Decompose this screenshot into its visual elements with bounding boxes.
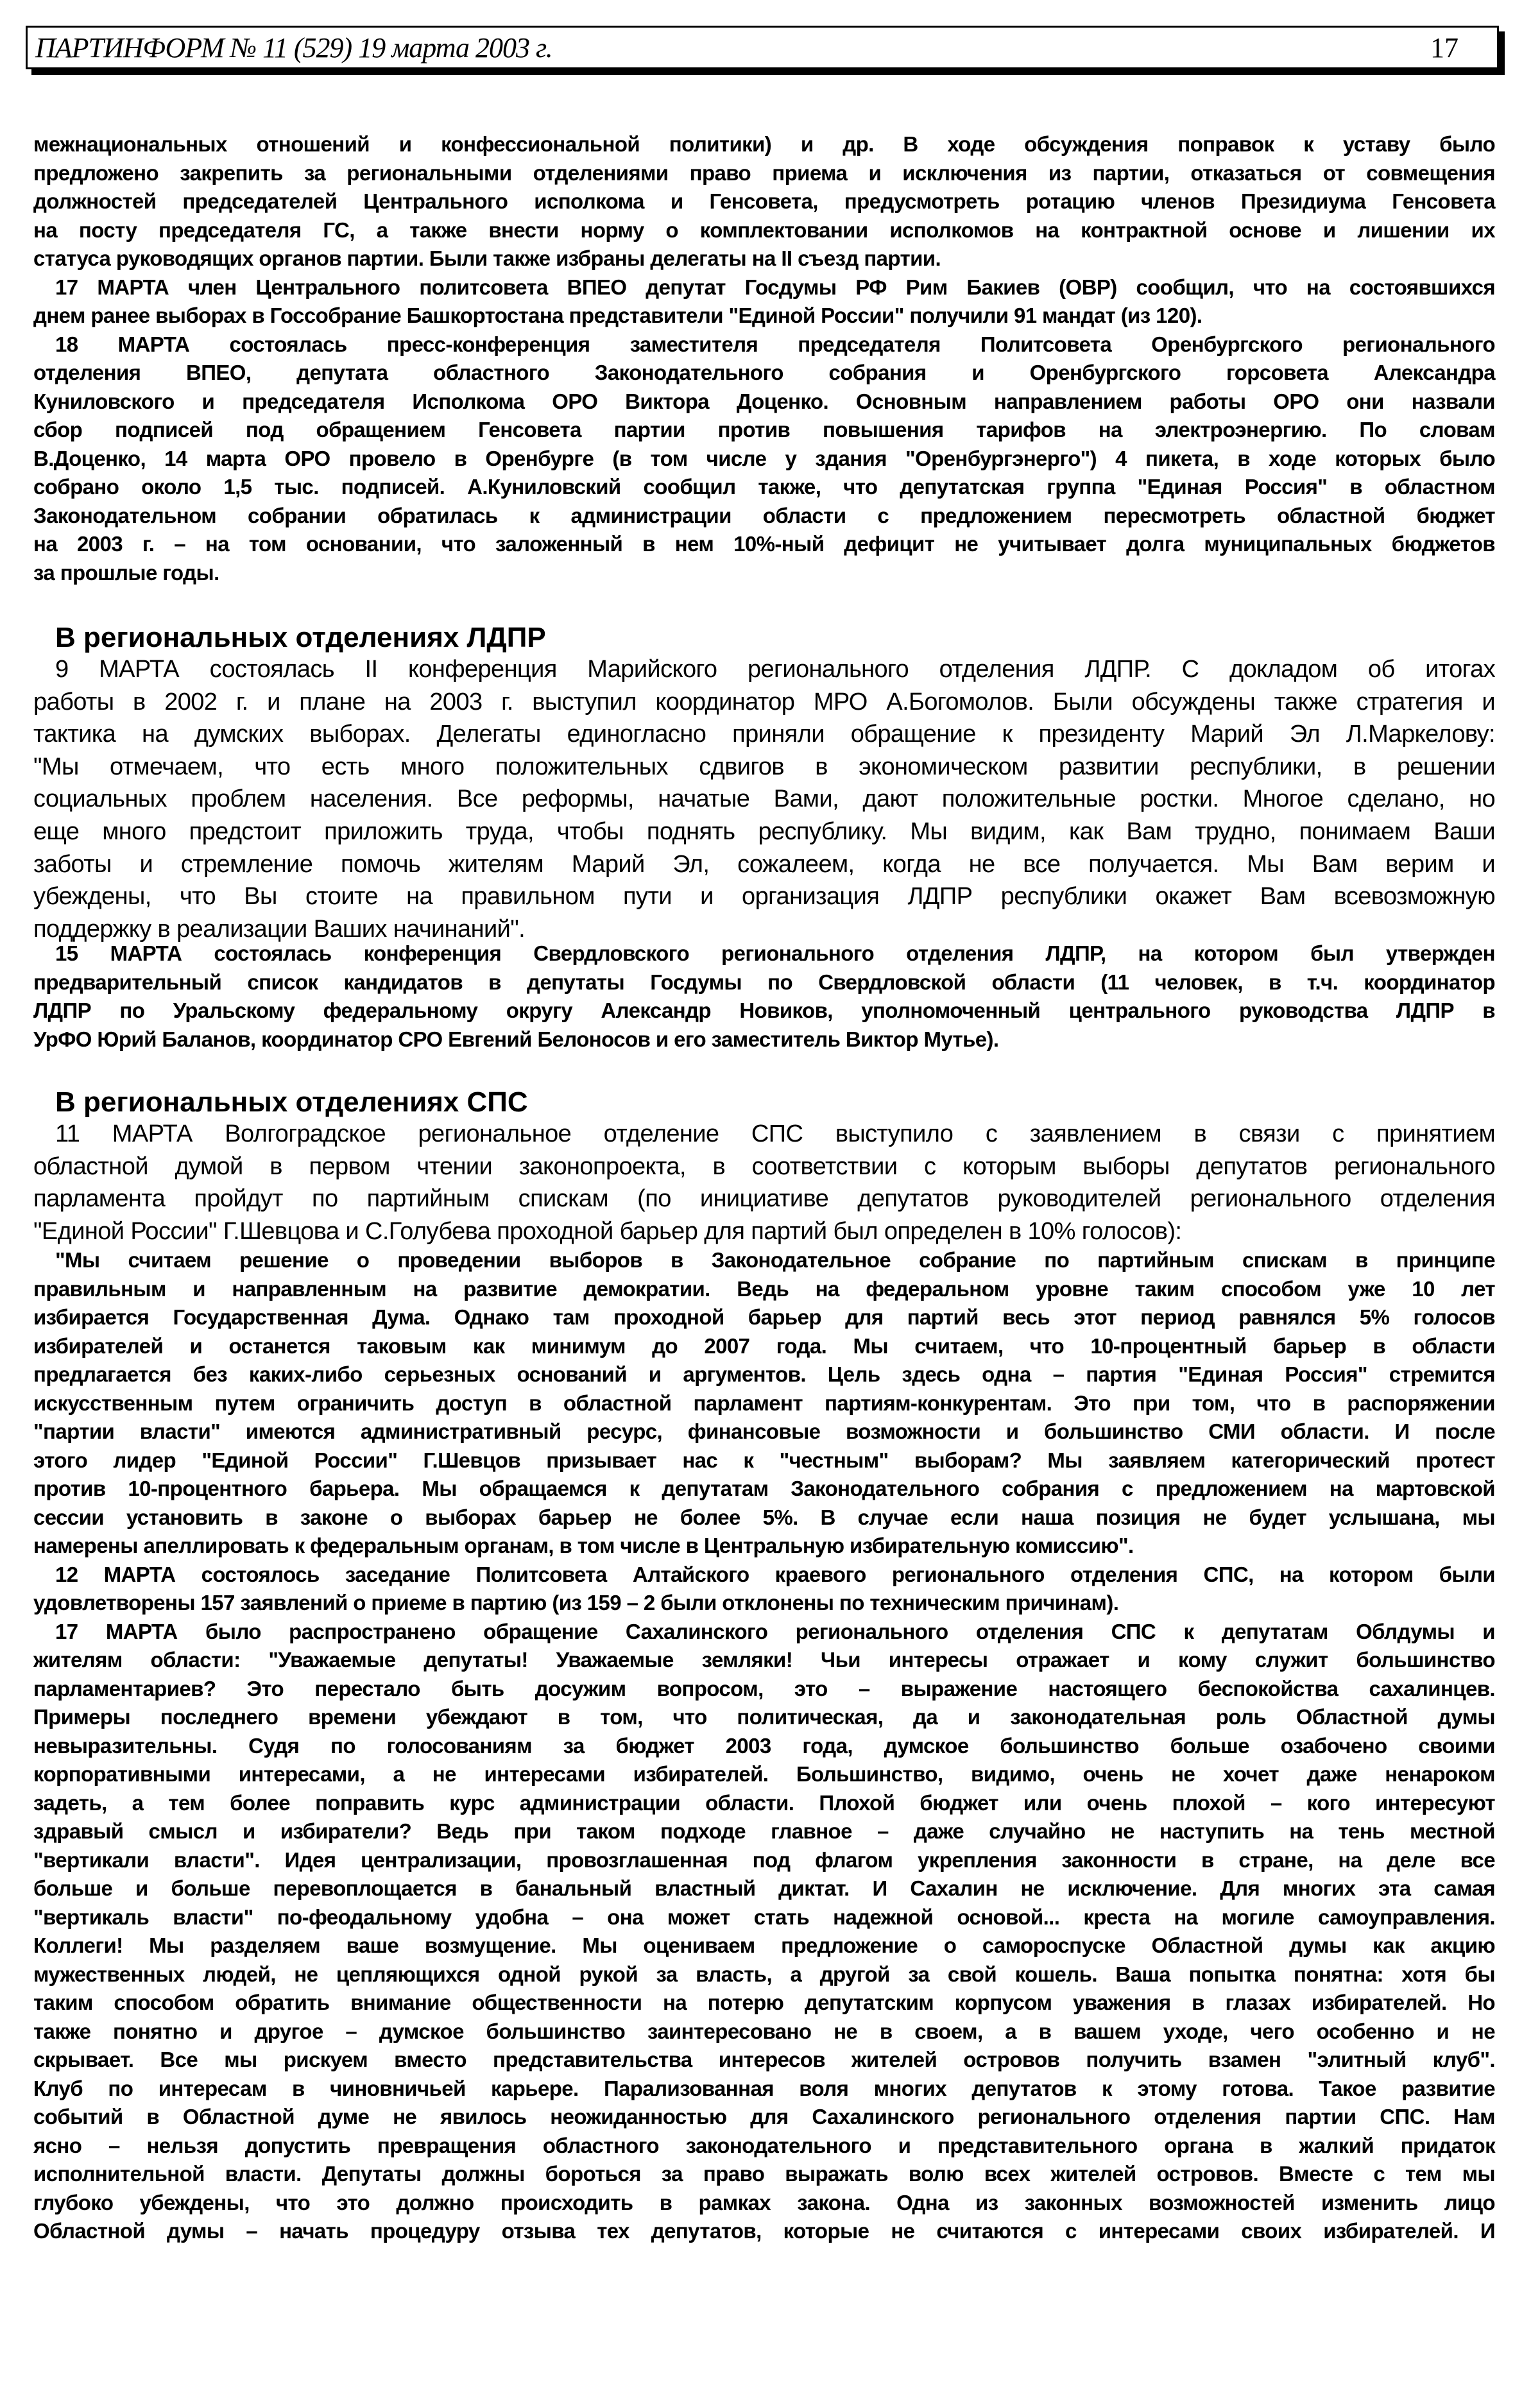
text-line: 18 МАРТА состоялась пресс-конференция заместителя председателя Политсовета Оренбургского регионального [55, 332, 1495, 356]
text-line: этого лидер "Единой России" Г.Шевцов призывает нас к "честным" выборам? Мы заявляем категорический протест [33, 1448, 1495, 1472]
publication-title: ПАРТИНФОРМ № 11 (529) 19 марта 2003 г. [35, 32, 552, 64]
text-line: здравый смысл и избиратели? Ведь при таком подходе главное – даже случайно не наступить на тень местной [33, 1819, 1495, 1843]
text-line: Коллеги! Мы разделяем ваше возмущение. Мы оцениваем предложение о самороспуске Областной думы как акцию [33, 1933, 1495, 1957]
text-line: избирателей и останется таковым как минимум до 2007 года. Мы считаем, что 10-процентный барьер в области [33, 1333, 1495, 1358]
paragraph [33, 1618, 1495, 2246]
text-line: корпоративными интересами, а не интересами избирателей. Большинство, видимо, очень не хочет даже ненароком [33, 1762, 1495, 1786]
text-line: скрывает. Все мы рискуем вместо представительства интересов жителей островов получить взамен "элитный клуб". [33, 2048, 1495, 2071]
text-line: Куниловского и председателя Исполкома ОРО Виктора Доценко. Основным направлением работы ОРО они назвали [33, 389, 1495, 413]
text-line: заботы и стремление помочь жителям Марий Эл, сожалеем, когда не все получается. Мы Вам верим и [33, 850, 1495, 878]
text-line: статуса руководящих органов партии. Были также избраны делегаты на II съезд партии. [33, 246, 941, 270]
text-line: Клуб по интересам в чиновничьей карьере. Парализованная воля многих депутатов к этому готова. Такое развитие [33, 2076, 1495, 2100]
section-heading: В региональных отделениях ЛДПР [55, 622, 546, 653]
text-line: избирается Государственная Дума. Однако там проходной барьер для партий весь этот период равнялся 5% голосов [33, 1305, 1495, 1329]
text-line: социальных проблем населения. Все реформы, начатые Вами, дают положительные ростки. Многое сделано, но [33, 785, 1495, 813]
text-line: 9 МАРТА состоялась II конференция Марийского регионального отделения ЛДПР. С докладом об итогах [55, 656, 1495, 683]
paragraph [33, 273, 1495, 330]
text-line: предлагается без каких-либо серьезных оснований и аргументов. Цель здесь одна – партия "Единая Россия" стремится [33, 1362, 1495, 1386]
paragraph [33, 1118, 1495, 1247]
text-line: глубоко убеждены, что это должно происходить в рамках закона. Одна из законных возможностей изменить лицо [33, 2190, 1495, 2215]
text-line: областной думой в первом чтении законопроекта, в соответствии с которым выборы депутатов регионального [33, 1152, 1495, 1180]
text-line: Законодательном собрании обратилась к администрации области с предложением пересмотреть областной бюджет [33, 503, 1495, 527]
text-line: исполнительной власти. Депутаты должны бороться за право выражать волю всех жителей островов. Вместе с тем мы [33, 2162, 1495, 2186]
text-line: больше и больше перевоплощается в банальный властный диктат. И Сахалин не исключение. Для многих эта самая [33, 1876, 1495, 1900]
text-line: еще много предстоит приложить труда, чтобы поднять республику. Мы видим, как Вам трудно, понимаем Ваши [33, 818, 1495, 845]
text-line: "Единой России" Г.Шевцова и С.Голубева проходной барьер для партий был определен в 10% голосов): [33, 1217, 1182, 1245]
text-line: В.Доценко, 14 марта ОРО провело в Оренбурге (в том числе у здания "Оренбургэнерго") 4 пикета, в ходе которых было [33, 446, 1495, 470]
paragraph [33, 939, 1495, 1054]
text-line: должностей председателей Центрального исполкома и Генсовета, предусмотреть ротацию членов Президиума Генсовета [33, 189, 1495, 213]
text-line: Областной думы – начать процедуру отзыва тех депутатов, которые не считаются с интересами своих избирателей. И [33, 2219, 1495, 2243]
text-line: жителям области: "Уважаемые депутаты! Уважаемые земляки! Чьи интересы отражает и кому служит большинство [33, 1648, 1495, 1672]
section-heading: В региональных отделениях СПС [55, 1086, 528, 1118]
text-line: сессии установить в законе о выборах барьер не более 5%. В случае если наша позиция не будет услышана, мы [33, 1505, 1495, 1529]
text-line: УрФО Юрий Баланов, координатор СРО Евгений Белоносов и его заместитель Виктор Мутье). [33, 1027, 999, 1051]
text-line: удовлетворены 157 заявлений о приеме в партию (из 159 – 2 были отклонены по техническим причинам). [33, 1591, 1119, 1615]
text-line: парламента пройдут по партийным спискам (по инициативе депутатов руководителей регионального отделения [33, 1185, 1495, 1213]
text-line: таким способом обратить внимание общественности на потерю депутатским корпусом уважения в глазах избирателей. Но [33, 1991, 1495, 2014]
text-line: событий в Областной думе не явилось неожиданностью для Сахалинского регионального отделения партии СПС. Нам [33, 2105, 1495, 2129]
text-block [33, 939, 1495, 1054]
text-line: задеть, а тем более поправить курс администрации области. Плохой бюджет или очень плохой – кого интересуют [33, 1790, 1495, 1815]
text-line: сбор подписей под обращением Генсовета партии против повышения тарифов на электроэнергию. По словам [33, 418, 1495, 441]
page-header [26, 26, 1499, 69]
paragraph [33, 653, 1495, 945]
text-line: парламентариев? Это перестало быть досужим вопросом, это – выражение настоящего беспокойства сахалинцев. [33, 1676, 1495, 1701]
text-line: отделения ВПЕО, депутата областного Законодательного собрания и Оренбургского горсовета Александра [33, 361, 1495, 384]
text-block [33, 130, 1495, 587]
text-line: намерены апеллировать к федеральным органам, в том числе в Центральную избирательную комиссию". [33, 1534, 1134, 1557]
text-block [33, 1118, 1495, 1247]
text-line: "Мы считаем решение о проведении выборов в Законодательное собрание по партийным спискам в принципе [55, 1248, 1495, 1272]
text-line: 17 МАРТА было распространено обращение Сахалинского регионального отделения СПС к депутатам Облдумы и [55, 1619, 1495, 1643]
text-block [33, 653, 1495, 945]
text-line: также понятно и другое – думское большинство заинтересовано не в своем, а в вашем уходе, чего особенно и не [33, 2019, 1495, 2043]
text-line: днем ранее выборах в Госсобрание Башкортостана представители "Единой России" получили 91 мандат (из 120). [33, 304, 1202, 327]
paragraph [33, 1561, 1495, 1618]
page-number: 17 [1430, 32, 1459, 64]
text-line: собрано около 1,5 тыс. подписей. А.Куниловский сообщил также, что депутатская группа "Единая Россия" в областном [33, 475, 1495, 499]
text-line: мужественных людей, не цепляющихся одной рукой за власть, а другой за свой кошель. Ваша попытка понятна: хотя бы [33, 1962, 1495, 1986]
text-line: 12 МАРТА состоялось заседание Политсовета Алтайского краевого регионального отделения СПС, на котором были [55, 1562, 1495, 1586]
text-line: убеждены, что Вы стоите на правильном пути и организация ЛДПР республики окажет Вам всевозможную [33, 883, 1495, 911]
paragraph [33, 1246, 1495, 1561]
text-line: против 10-процентного барьера. Мы обращаемся к депутатам Законодательного собрания с предложением на мартовской [33, 1477, 1495, 1500]
text-line: на посту председателя ГС, а также внести норму о комплектовании исполкомов на контрактной основе и лишении их [33, 218, 1495, 242]
text-line: искусственным путем ограничить доступ в областной парламент партиям-конкурентам. Это при том, что в распоряжении [33, 1391, 1495, 1415]
text-line: на 2003 г. – на том основании, что заложенный в нем 10%-ный дефицит не учитывает долга муниципальных бюджетов [33, 532, 1495, 556]
text-line: "вертикаль власти" по-феодальному удобна – она может стать надежной основой... креста на могиле самоуправления. [33, 1905, 1495, 1929]
text-line: предварительный список кандидатов в депутаты Госдумы по Свердловской области (11 человек, в т.ч. координатор [33, 970, 1495, 994]
text-line: "вертикали власти". Идея централизации, провозглашенная под флагом укрепления законности в стране, на деле все [33, 1847, 1495, 1872]
text-line: 17 МАРТА член Центрального политсовета ВПЕО депутат Госдумы РФ Рим Бакиев (ОВР) сообщил, что на состоявшихся [55, 275, 1495, 299]
text-line: Примеры последнего времени убеждают в том, что политическая, да и законодательная роль Областной думы [33, 1705, 1495, 1729]
text-line: за прошлые годы. [33, 560, 219, 585]
text-line: поддержку в реализации Ваших начинаний". [33, 915, 526, 943]
text-line: ясно – нельзя допустить превращения областного законодательного и представительного органа в жалкий придаток [33, 2133, 1495, 2157]
text-line: 11 МАРТА Волгоградское региональное отделение СПС выступило с заявлением в связи с принятием [55, 1120, 1495, 1147]
text-line: 15 МАРТА состоялась конференция Свердловского регионального отделения ЛДПР, на котором был утвержден [55, 941, 1495, 965]
text-line: "Мы отмечаем, что есть много положительных сдвигов в экономическом развитии республики, в решении [33, 753, 1495, 780]
text-block [33, 1246, 1495, 2246]
text-line: тактика на думских выборах. Делегаты единогласно приняли обращение к президенту Марий Эл Л.Маркелову: [33, 721, 1495, 748]
text-line: предложено закрепить за региональными отделениями право приема и исключения из партии, отказаться от совмещения [33, 160, 1495, 185]
paragraph [33, 130, 1495, 273]
text-line: межнациональных отношений и конфессиональной политики) и др. В ходе обсуждения поправок к уставу было [33, 132, 1495, 156]
text-line: ЛДПР по Уральскому федеральному округу Александр Новиков, уполномоченный центрального руководства ЛДПР в [33, 998, 1495, 1022]
text-line: правильным и направленным на развитие демократии. Ведь на федеральном уровне таким способом уже 10 лет [33, 1276, 1495, 1301]
text-line: "партии власти" имеются административный ресурс, финансовые возможности и большинство СМИ области. И после [33, 1419, 1495, 1443]
text-line: невыразительны. Судя по голосованиям за бюджет 2003 года, думское большинство больше озабочено своими [33, 1733, 1495, 1758]
text-line: работы в 2002 г. и плане на 2003 г. выступил координатор МРО А.Богомолов. Были обсуждены также стратегия и [33, 688, 1495, 715]
paragraph [33, 330, 1495, 588]
